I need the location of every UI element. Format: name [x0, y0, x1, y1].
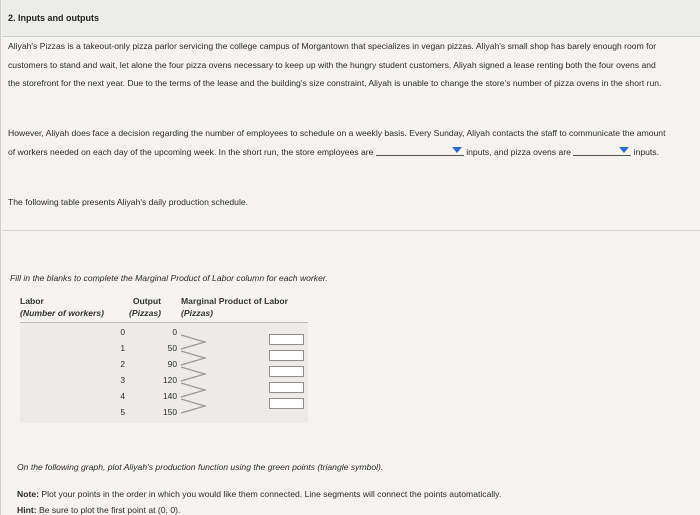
hint-text	[17, 505, 180, 515]
mpl-header-title: Marginal Product of Labor	[181, 296, 288, 306]
mpl-input-worker-3[interactable]	[269, 366, 304, 377]
para2-text-2: inputs, and	[466, 146, 509, 157]
labor-column-header	[20, 295, 104, 319]
mpl-header-sub: (Pizzas)	[181, 308, 213, 318]
mpl-input-worker-1[interactable]	[269, 334, 304, 345]
table-instruction: Fill in the blanks to complete the Marginal Product of Labor column for each worker.	[10, 273, 328, 283]
chevron-down-icon	[619, 147, 629, 153]
chevron-right-icon	[179, 397, 209, 415]
output-header-sub: (Pizzas)	[129, 308, 161, 318]
employees-input-type-dropdown[interactable]	[376, 145, 464, 156]
table-intro-text: The following table presents Aliyah's daily production schedule.	[8, 197, 249, 207]
workers-cell: 3	[120, 375, 125, 385]
labor-header-title: Labor	[20, 296, 44, 306]
workers-cell: 0	[120, 327, 125, 337]
section-divider	[2, 230, 700, 231]
mpl-input-worker-5[interactable]	[269, 398, 304, 409]
output-cell: 120	[163, 375, 177, 385]
output-cell: 90	[167, 359, 177, 369]
section-title: 2. Inputs and outputs	[8, 13, 99, 23]
output-column-header	[129, 295, 161, 319]
para2-text-4: inputs.	[633, 146, 659, 157]
chevron-down-icon	[452, 147, 462, 153]
ovens-input-type-dropdown[interactable]	[573, 145, 631, 156]
para2-text-3: pizza ovens are	[510, 146, 571, 157]
hint-label: Hint:	[17, 505, 37, 515]
mpl-column-header	[181, 295, 288, 319]
intro-paragraph: Aliyah's Pizzas is a takeout-only pizza parlor servicing the college campus of Morgantown that specializes in vegan pizzas. Aliyah's small shop has barely enough room for customers to stand and wait, let alone the four pizza ovens necessary to keep up with the hungry student customers. Aliyah signed a lease renting both the four ovens and the storefront for the next year. Due to the terms of the lease and the building's size constraint, Aliyah is unable to change the store's number of pizza ovens in the short run.	[8, 41, 662, 88]
output-cell: 50	[167, 343, 177, 353]
mpl-input-worker-2[interactable]	[269, 350, 304, 361]
labor-header-sub: (Number of workers)	[20, 308, 105, 318]
section-header	[2, 0, 700, 37]
output-cell: 140	[163, 391, 177, 401]
hint-body: Be sure to plot the first point at (0, 0).	[38, 505, 181, 515]
workers-cell: 4	[120, 391, 125, 401]
output-cell: 0	[172, 327, 177, 337]
decision-paragraph	[8, 124, 668, 161]
workers-cell: 5	[120, 407, 125, 417]
note-label: Note:	[17, 489, 39, 499]
note-body: Plot your points in the order in which you would like them connected. Line segments will connect the points automatically.	[41, 489, 502, 499]
mpl-input-worker-4[interactable]	[269, 382, 304, 393]
output-cell: 150	[163, 407, 177, 417]
para2-text-1: However, Aliyah does face a decision regarding the number of employees to schedule on a weekly basis. Every Sunday, Aliyah contacts the staff to communicate the amount of workers needed on each day of the upcoming week. In the short run, the store employees are	[8, 128, 666, 157]
workers-cell: 1	[120, 343, 125, 353]
output-header-title: Output	[132, 296, 161, 306]
graph-instruction: On the following graph, plot Aliyah's production function using the green points (triangle symbol).	[17, 462, 384, 472]
workers-cell: 2	[120, 359, 125, 369]
note-text	[17, 489, 501, 499]
